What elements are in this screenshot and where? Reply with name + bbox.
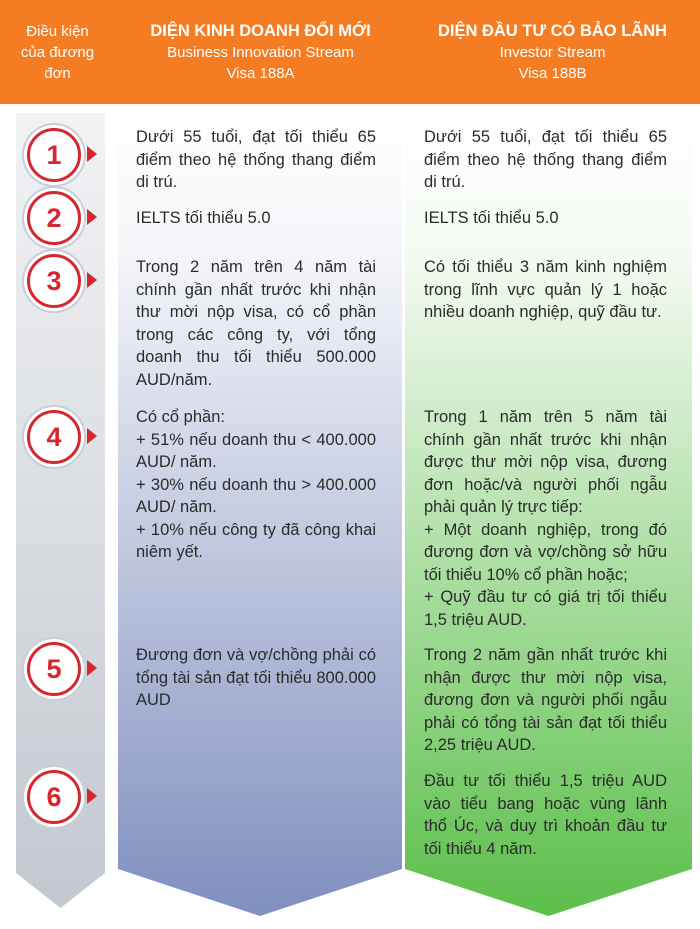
business-stream-name: Business Innovation Stream [167, 44, 354, 61]
investor-criterion-6: Đầu tư tối thiểu 1,5 triệu AUD vào tiểu bang hoặc vùng lãnh thổ Úc, và duy trì khoản đầu tư tối thiểu 4 năm. [424, 772, 667, 858]
investor-stream-header [405, 0, 700, 104]
investor-criterion-5: Trong 2 năm gần nhất trước khi nhận được thư mời nộp visa, đương đơn và người phối ngẫu phải có tổng tài sản đạt tối thiểu 2,25 triệu AUD. [424, 646, 667, 754]
investor-criterion-1: Dưới 55 tuổi, đạt tối thiểu 65 điểm theo hệ thống thang điểm di trú. [424, 128, 667, 191]
investor-stream-name: Investor Stream [499, 44, 606, 61]
business-title: DIỆN KINH DOANH ĐỔI MỚI [150, 22, 371, 40]
investor-title: DIỆN ĐẦU TƯ CÓ BẢO LÃNH [437, 22, 668, 40]
business-criterion-5: Đương đơn và vợ/chồng phải có tổng tài sản đạt tối thiểu 800.000 AUD [136, 646, 376, 709]
criteria-header [0, 0, 115, 104]
investor-criterion-2: IELTS tối thiểu 5.0 [424, 209, 559, 227]
criterion-badge-2: 2 [27, 191, 81, 245]
business-criterion-1: Dưới 55 tuổi, đạt tối thiểu 65 điểm theo hệ thống thang điểm di trú. [136, 128, 376, 191]
business-criterion-3: Trong 2 năm trên 4 năm tài chính gần nhất trước khi nhận thư mời nộp visa, có cổ phần trong các công ty, với tổng doanh thu tối thiểu 500.000 AUD/năm. [136, 258, 376, 389]
investor-criterion-3: Có tối thiểu 3 năm kinh nghiệm trong lĩnh vực quản lý 1 hoặc nhiều doanh nghiệp, quỹ đầu tư. [424, 258, 667, 321]
business-criterion-2: IELTS tối thiểu 5.0 [136, 209, 271, 227]
criteria-label: Điều kiện của đương đơn [20, 22, 95, 82]
criterion-badge-1: 1 [27, 128, 81, 182]
pointer-arrow-icon [87, 209, 97, 225]
business-stream-header [118, 0, 403, 104]
investor-visa-code: Visa 188B [518, 65, 587, 82]
investor-criterion-4: Trong 1 năm trên 5 năm tài chính gần nhất trước khi nhận được thư mời nộp visa, đương đơn hoặc/và người phối ngẫu phải quản lý trực tiếp: + Một doanh nghiệp, trong đó đương đơn và vợ/chồng sở hữu tối thiểu 10% cổ phần hoặc; + Quỹ đầu tư có giá trị tối thiểu 1,5 triệu AUD. [424, 408, 667, 629]
pointer-arrow-icon [87, 660, 97, 676]
criterion-badge-4: 4 [27, 410, 81, 464]
header-bar [0, 0, 700, 104]
pointer-arrow-icon [87, 428, 97, 444]
business-visa-code: Visa 188A [226, 65, 295, 82]
pointer-arrow-icon [87, 272, 97, 288]
criterion-badge-6: 6 [27, 770, 81, 824]
pointer-arrow-icon [87, 146, 97, 162]
criterion-badge-3: 3 [27, 254, 81, 308]
business-criterion-4: Có cổ phần: + 51% nếu doanh thu < 400.000 AUD/ năm. + 30% nếu doanh thu > 400.000 AUD/ năm. + 10% nếu công ty đã công khai niêm yết. [136, 408, 376, 561]
pointer-arrow-icon [87, 788, 97, 804]
criterion-badge-5: 5 [27, 642, 81, 696]
